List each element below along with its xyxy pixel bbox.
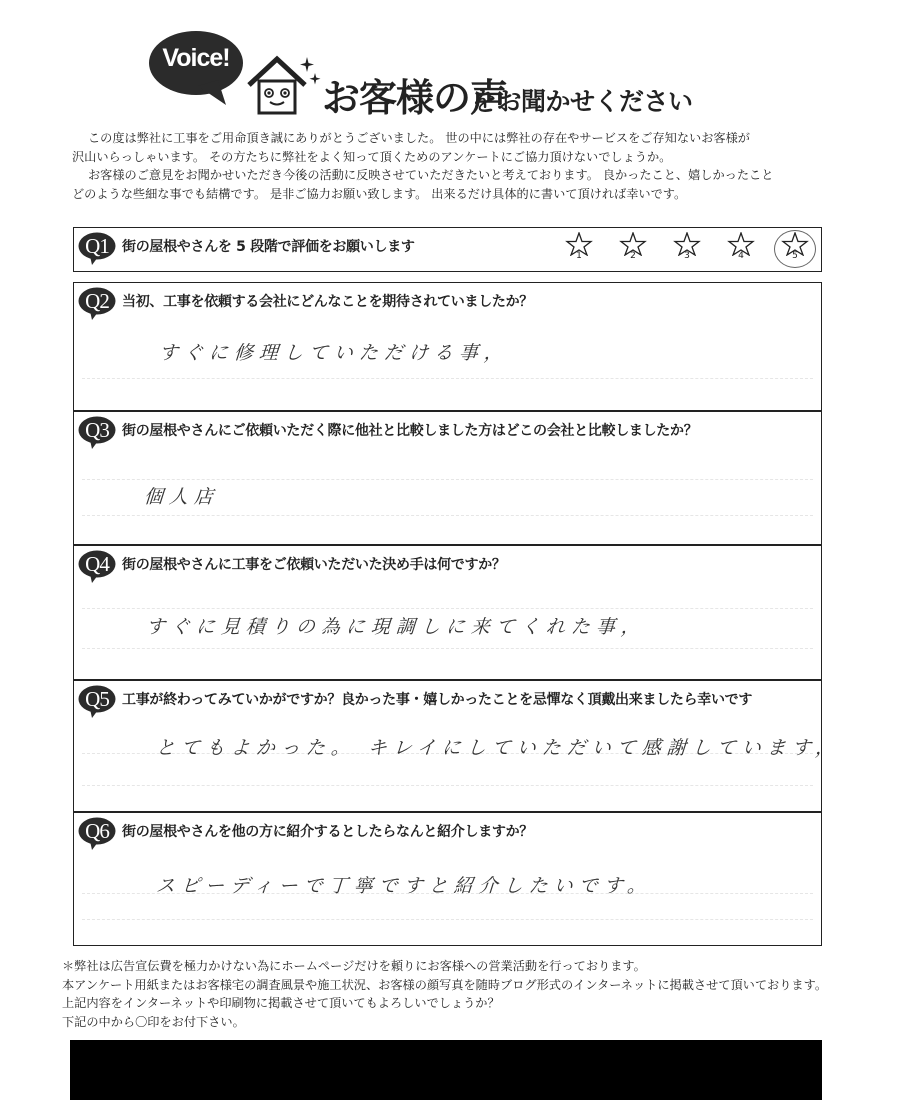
question-text: 当初、工事を依頼する会社にどんなことを期待されていましたか？ <box>122 294 533 310</box>
question-text: 街の屋根やさんに工事をご依頼いただいた決め手は何ですか？ <box>122 557 506 573</box>
q1-badge: Q1 <box>78 232 116 260</box>
answer-ruling <box>82 479 813 480</box>
question-box-q4 <box>73 545 822 680</box>
q2-badge: Q2 <box>78 287 116 315</box>
q5-badge: Q5 <box>78 685 116 713</box>
question-box-q3 <box>73 411 822 545</box>
q6-badge: Q6 <box>78 817 116 845</box>
q4-badge: Q4 <box>78 550 116 578</box>
question-box-q6 <box>73 812 822 946</box>
rating-option-3[interactable]: 3 <box>669 232 705 268</box>
handwritten-answer[interactable]: 個人店 <box>143 486 220 508</box>
consent-notice <box>62 957 862 1031</box>
page-subtitle: をお聞かせください <box>472 87 693 116</box>
voice-label: Voice! <box>162 44 230 72</box>
handwritten-answer[interactable]: すぐに修理していただける事， <box>158 342 510 364</box>
question-box-q1 <box>73 227 822 272</box>
answer-ruling <box>82 608 813 609</box>
intro-paragraph <box>72 129 832 203</box>
question-text: 工事が終わってみていかがですか？良かった事・嬉しかったことを忌憚なく頂戴出来ましたら幸いです <box>122 692 753 708</box>
handwritten-answer[interactable]: とてもよかった。 キレイにしていただいて感謝しています， <box>155 737 842 759</box>
answer-ruling <box>82 648 813 649</box>
rating-option-5-selected[interactable]: 5 <box>777 232 813 268</box>
intro-line: どのような些細な事でも結構です。 是非ご協力お願い致します。 出来るだけ具体的に書いて頂ければ幸いです。 <box>72 186 687 201</box>
rating-option-1[interactable]: 1 <box>561 232 597 268</box>
answer-ruling <box>82 378 813 379</box>
question-box-q2 <box>73 282 822 411</box>
intro-line: この度は弊社に工事をご用命頂き誠にありがとうございました。 世の中には弊社の存在やサービスをご存知ないお客様が <box>88 131 750 145</box>
intro-line: 沢山いらっしゃいます。 その方たちに弊社をよく知って頂くためのアンケートにご協力頂けないでしょうか。 <box>72 149 672 164</box>
question-box-q5 <box>73 680 842 812</box>
question-text: 街の屋根やさんを他の方に紹介するとしたらなんと紹介しますか？ <box>122 824 533 840</box>
notice-line: 上記内容をインターネットや印刷物に掲載させて頂いてもよろしいでしょうか？ <box>62 996 500 1010</box>
rating-option-4[interactable]: 4 <box>723 232 759 268</box>
intro-line: お客様のご意見をお聞かせいただき今後の活動に反映させていただきたいと考えております。 良かったこと、嬉しかったこと <box>88 168 774 182</box>
sparkle-icon <box>300 57 314 72</box>
sparkle-icon <box>310 73 321 85</box>
question-text: 街の屋根やさんを 5 段階で評価をお願いします <box>122 239 415 255</box>
house-mascot-icon <box>245 55 323 117</box>
notice-line: ＊弊社は広告宣伝費を極力かけない為にホームページだけを頼りにお客様への営業活動を行っております。 <box>62 959 646 973</box>
handwritten-answer[interactable]: すぐに見積りの為に現調しに来てくれた事， <box>145 616 647 638</box>
notice-line: 下記の中から〇印をお付下さい。 <box>62 1014 245 1029</box>
notice-line: 本アンケート用紙またはお客様宅の調査風景や施工状況、お客様の顔写真を随時ブログ形式のインターネットに掲載させて頂いております。 <box>62 977 828 992</box>
handwritten-answer[interactable]: スピーディーで丁寧ですと紹介したいです。 <box>155 875 653 897</box>
voice-speech-bubble <box>148 30 246 106</box>
redacted-region <box>70 1040 822 1100</box>
rating-stars <box>561 232 813 268</box>
rating-option-2[interactable]: 2 <box>615 232 651 268</box>
answer-ruling <box>82 919 813 920</box>
answer-ruling <box>82 785 813 786</box>
q3-badge: Q3 <box>78 416 116 444</box>
page-title: お客様の声 <box>322 76 508 120</box>
question-text: 街の屋根やさんにご依頼いただく際に他社と比較しました方はどこの会社と比較しましたか？ <box>122 423 698 439</box>
answer-ruling <box>82 515 813 516</box>
